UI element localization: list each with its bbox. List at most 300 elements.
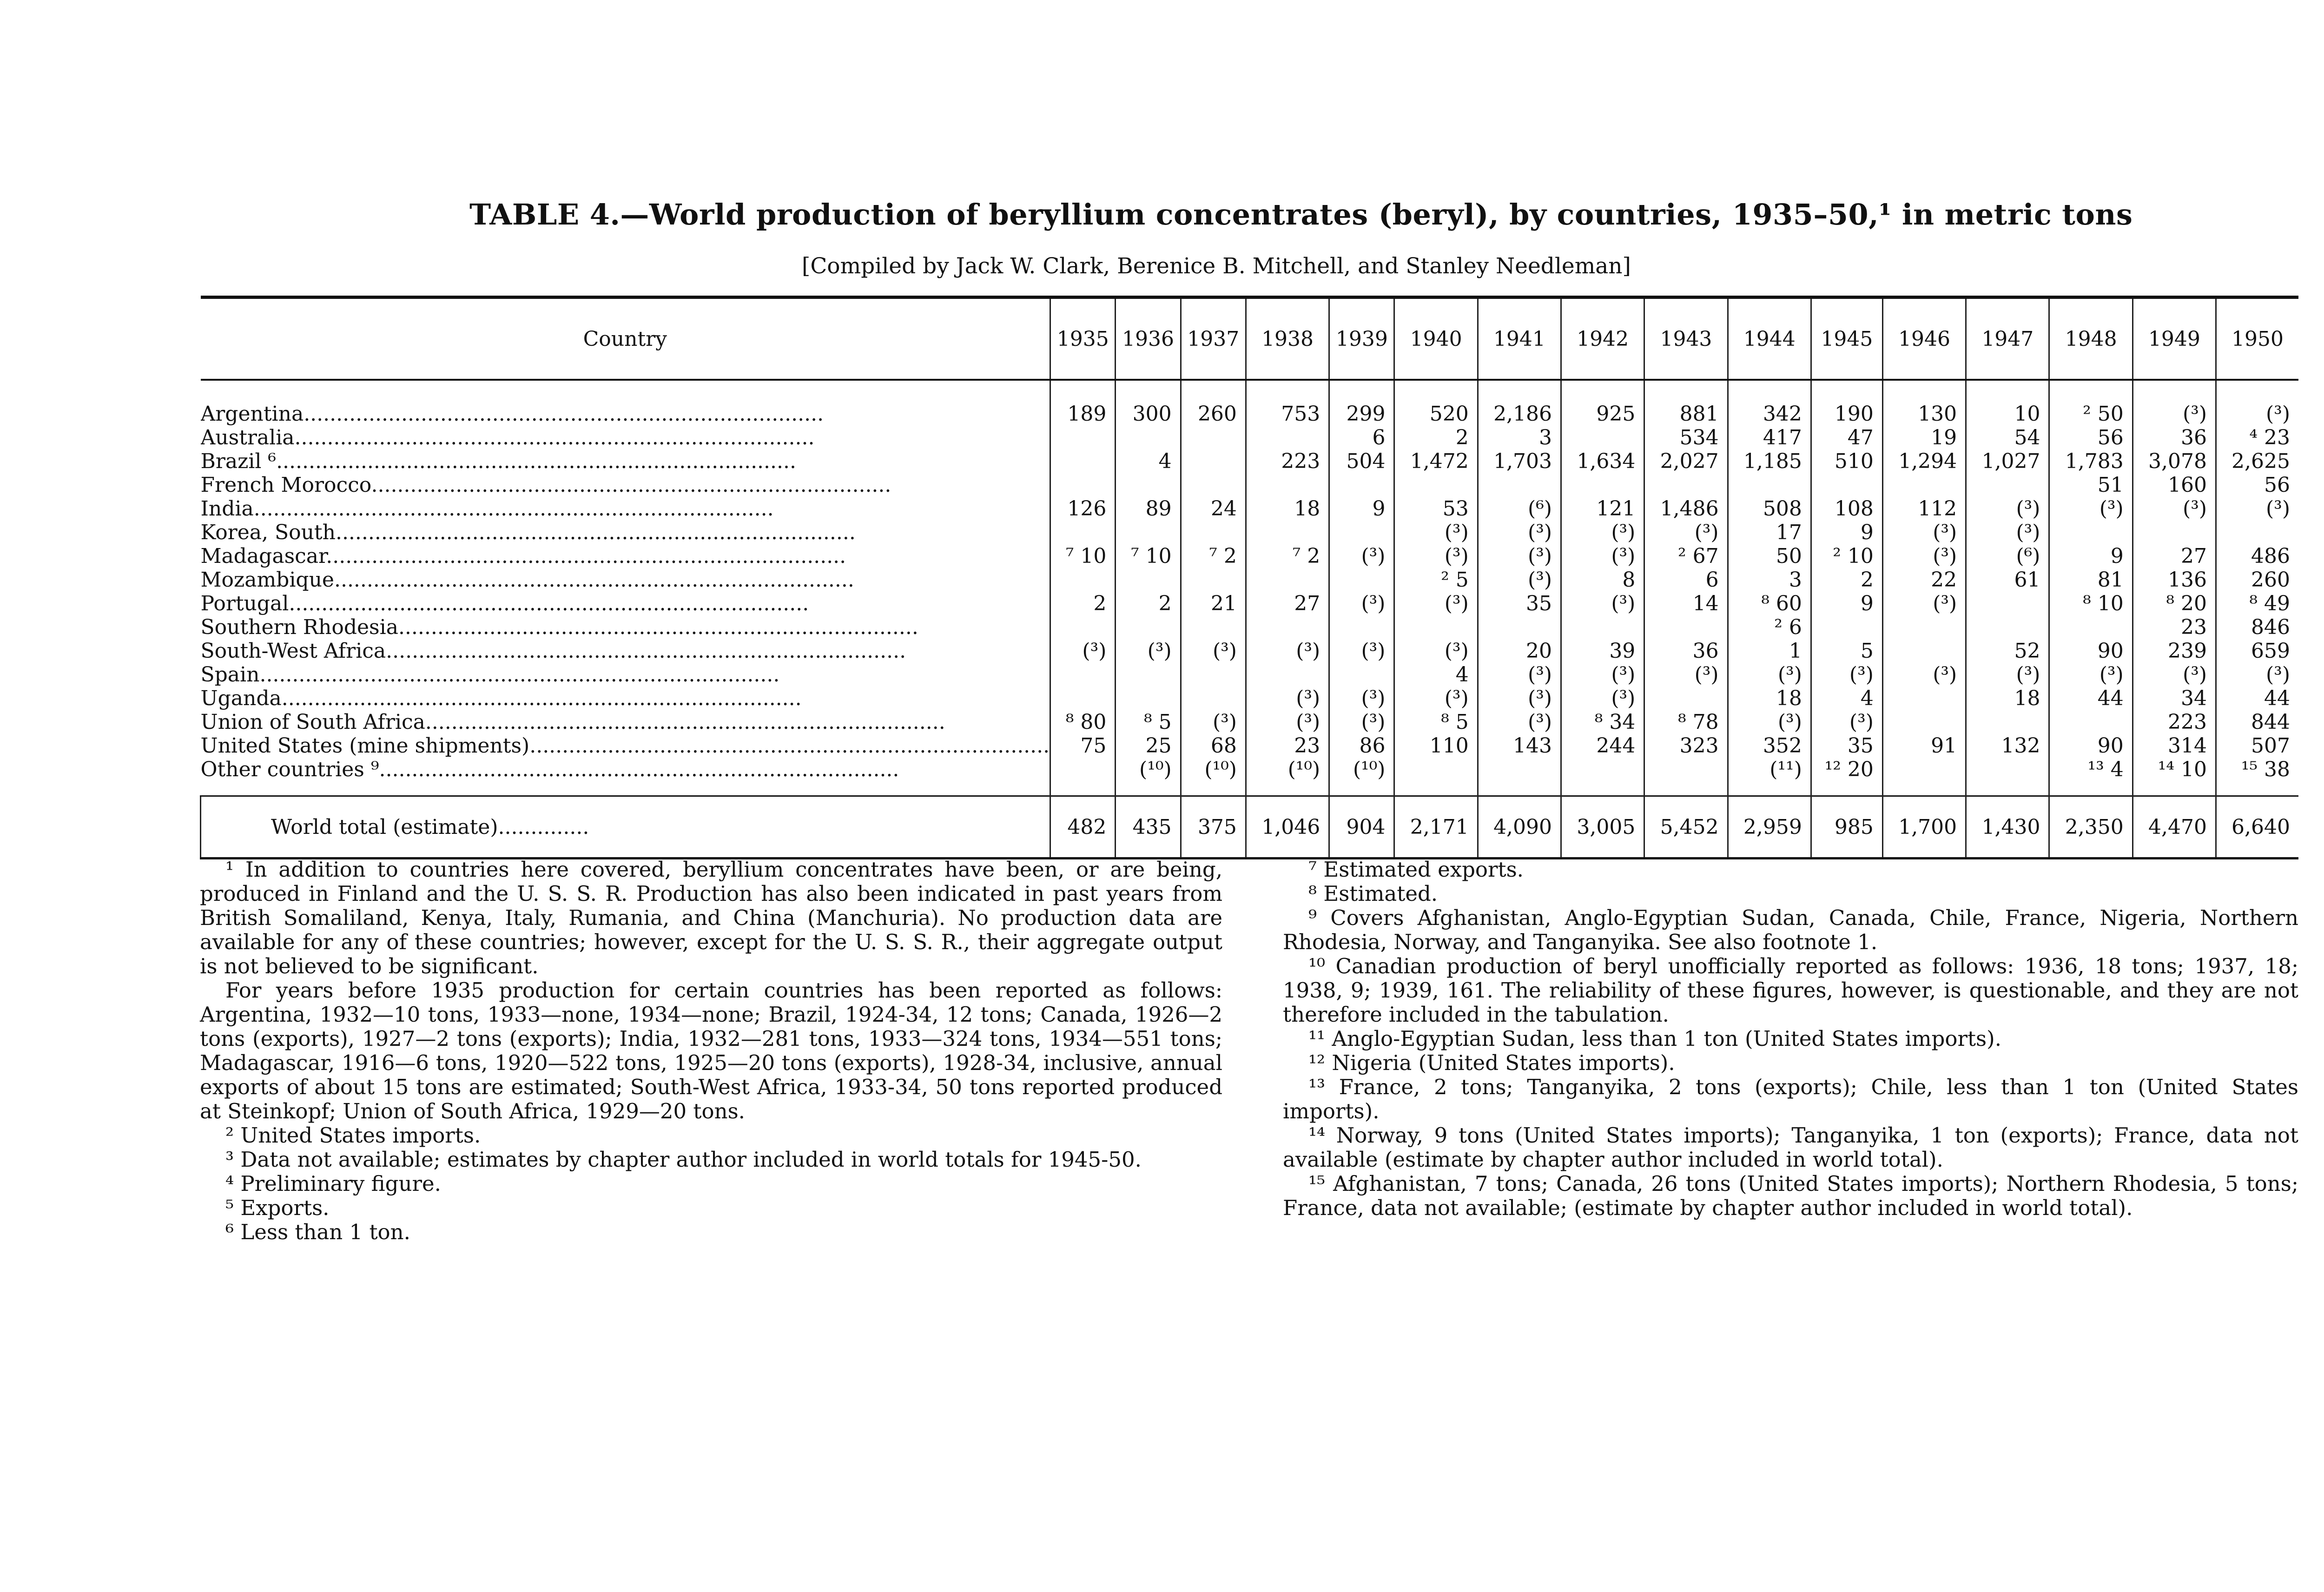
data-cell: 53 — [1442, 497, 1469, 521]
data-cell — [1116, 615, 1180, 639]
footnotes-right — [1283, 858, 2298, 1220]
data-cell: (³) — [1444, 639, 1469, 663]
data-cell — [1247, 473, 1328, 497]
data-cell: 342 — [1763, 402, 1802, 426]
country-name: Uganda................................................................................ — [200, 687, 802, 710]
data-cell: ⁸ 80 — [1065, 710, 1107, 734]
data-cell — [2133, 521, 2215, 544]
data-cell — [1051, 758, 1115, 781]
data-cell: 4 — [1860, 687, 1874, 710]
data-cell: 844 — [2251, 710, 2290, 734]
table-body-row — [201, 380, 2299, 796]
world-total-row — [201, 796, 2299, 859]
data-cell — [1116, 426, 1180, 449]
data-cell — [1182, 568, 1245, 592]
data-cell: 1,783 — [2065, 449, 2124, 473]
year-column — [1478, 380, 1561, 796]
data-cell: (³) — [1849, 710, 1874, 734]
data-cell: 2,027 — [1660, 449, 1719, 473]
data-cell: 143 — [1513, 734, 1552, 758]
world-total-label-text: World total (estimate) — [271, 815, 498, 839]
world-total-value: 375 — [1181, 796, 1246, 859]
data-cell: 189 — [1067, 402, 1107, 426]
data-cell: 18 — [1776, 687, 1802, 710]
country-name-text: Other countries ⁹ — [200, 758, 379, 781]
data-cell: (³) — [2183, 497, 2207, 521]
world-total-value: 435 — [1116, 796, 1181, 859]
data-cell: (³) — [1933, 521, 1957, 544]
data-cell: (³) — [1361, 544, 1386, 568]
data-cell: (³) — [2016, 521, 2040, 544]
data-cell: (³) — [2016, 497, 2040, 521]
data-cell: 510 — [1834, 449, 1874, 473]
data-cell — [1967, 592, 2048, 615]
data-cell: 1,472 — [1410, 449, 1469, 473]
data-cell: (³) — [2266, 663, 2290, 687]
data-cell: (³) — [2099, 497, 2124, 521]
data-cell: 6 — [1705, 568, 1719, 592]
data-cell: 299 — [1346, 402, 1386, 426]
data-cell: 8 — [1622, 568, 1636, 592]
data-cell: ⁸ 10 — [2083, 592, 2124, 615]
data-cell: ⁷ 2 — [1209, 544, 1237, 568]
year-column — [1050, 380, 1116, 796]
country-header: Country — [201, 297, 1050, 380]
data-cell: 2 — [1860, 568, 1874, 592]
data-cell: (³) — [1528, 687, 1552, 710]
data-cell — [1883, 758, 1965, 781]
data-cell — [1182, 663, 1245, 687]
data-cell: 1,294 — [1898, 449, 1957, 473]
data-cell: 126 — [1067, 497, 1107, 521]
data-cell: 5 — [1860, 639, 1874, 663]
data-cell: (¹⁰) — [1287, 758, 1320, 781]
data-cell: 86 — [1359, 734, 1386, 758]
data-cell: (³) — [1528, 663, 1552, 687]
year-column — [1394, 380, 1478, 796]
data-cell — [1116, 521, 1180, 544]
data-cell: 300 — [1132, 402, 1172, 426]
data-cell: 507 — [2251, 734, 2290, 758]
data-cell — [1967, 615, 2048, 639]
footnote: ¹⁴ Norway, 9 tons (United States imports); Tanganyika, 1 ton (exports); France, data not available (estimate by chapter author included in world total). — [1283, 1123, 2298, 1172]
data-cell: ² 5 — [1441, 568, 1469, 592]
data-cell: 9 — [2110, 544, 2124, 568]
country-name: United States (mine shipments)................................................................................ — [200, 734, 1050, 758]
data-cell — [1330, 473, 1393, 497]
data-cell: 223 — [1281, 449, 1320, 473]
data-cell — [1645, 615, 1727, 639]
data-cell: (³) — [1694, 663, 1719, 687]
data-cell: 108 — [1834, 497, 1874, 521]
data-cell: (³) — [1528, 710, 1552, 734]
data-cell: 14 — [1692, 592, 1719, 615]
country-name: India................................................................................ — [200, 497, 774, 521]
data-cell — [1479, 758, 1560, 781]
country-name: Australia................................................................................ — [200, 426, 815, 449]
data-cell: 520 — [1429, 402, 1469, 426]
data-cell — [1883, 615, 1965, 639]
data-cell: 22 — [1931, 568, 1957, 592]
data-cell: (⁶) — [1528, 497, 1552, 521]
world-total-value: 3,005 — [1561, 796, 1644, 859]
data-cell: 4 — [1455, 663, 1469, 687]
data-cell: (³) — [1147, 639, 1172, 663]
data-cell: 81 — [2097, 568, 2124, 592]
data-cell — [1182, 615, 1245, 639]
year-header: 1947 — [1966, 297, 2049, 380]
year-header: 1939 — [1329, 297, 1394, 380]
data-cell: (³) — [1933, 663, 1957, 687]
data-cell: 417 — [1763, 426, 1802, 449]
country-name: Mozambique................................................................................ — [200, 568, 854, 592]
data-cell: ¹³ 4 — [2087, 758, 2124, 781]
data-cell: (³) — [1296, 710, 1320, 734]
data-cell — [1562, 473, 1644, 497]
data-cell: ⁸ 5 — [1441, 710, 1469, 734]
footnote: ⁵ Exports. — [225, 1196, 330, 1220]
data-cell — [1247, 663, 1328, 687]
world-total-value: 1,046 — [1246, 796, 1329, 859]
data-cell: 90 — [2097, 639, 2124, 663]
data-cell: 244 — [1596, 734, 1636, 758]
data-cell: ⁷ 10 — [1065, 544, 1107, 568]
year-column — [2216, 380, 2298, 796]
year-column — [1728, 380, 1811, 796]
data-cell: (³) — [1611, 687, 1636, 710]
data-cell: 9 — [1372, 497, 1386, 521]
data-cell: ¹⁴ 10 — [2158, 758, 2207, 781]
footnote: ¹ In addition to countries here covered, beryllium concentrates have been, or are being, produced in Finland and the U. S. S. R. Production has also been indicated in past years from British Somaliland, Kenya, Italy, Rumania, and China (Manchuria). No production data are available for any of these countries; however, except for the U. S. S. R., their aggregate output is not believed to be significant. — [200, 857, 1222, 978]
data-cell: (³) — [1849, 663, 1874, 687]
data-cell: 2 — [1455, 426, 1469, 449]
footnote: For years before 1935 production for certain countries has been reported as follows: Argentina, 1932—10 tons, 1933—none, 1934—none; Brazil, 1924-34, 12 tons; Canada, 1926—2 tons (exports), 1927—2 tons (exports); India, 1932—281 tons, 1933—324 tons, 1934—551 tons; Madagascar, 1916—6 tons, 1920—522 tons, 1925—20 tons (exports), 1928-34, inclusive, annual exports of about 15 tons are estimated; South-West Africa, 1933-34, 50 tons reported produced at Steinkopf; Union of South Africa, 1929—20 tons. — [200, 978, 1222, 1123]
data-cell: (³) — [1933, 592, 1957, 615]
year-column — [2133, 380, 2216, 796]
country-name-text: Mozambique — [200, 568, 334, 592]
data-cell — [1967, 758, 2048, 781]
year-column — [1882, 380, 1966, 796]
world-total-value: 2,171 — [1394, 796, 1478, 859]
footnote: ¹¹ Anglo-Egyptian Sudan, less than 1 ton (United States imports). — [1308, 1026, 2001, 1051]
data-cell — [1051, 663, 1115, 687]
world-total-value: 904 — [1329, 796, 1394, 859]
year-header: 1946 — [1882, 297, 1966, 380]
data-cell: (³) — [1611, 544, 1636, 568]
data-cell: 223 — [2168, 710, 2207, 734]
data-cell: (³) — [2266, 497, 2290, 521]
data-cell: 1,027 — [1981, 449, 2040, 473]
data-cell: 3 — [1539, 426, 1552, 449]
data-cell — [1645, 473, 1727, 497]
data-cell: 27 — [2181, 544, 2207, 568]
year-column — [1644, 380, 1728, 796]
data-cell: (³) — [1933, 544, 1957, 568]
data-cell: 68 — [1210, 734, 1237, 758]
data-cell — [2050, 615, 2132, 639]
data-cell: (³) — [1528, 521, 1552, 544]
data-cell — [1395, 615, 1477, 639]
year-column — [1561, 380, 1644, 796]
world-total-value: 4,470 — [2133, 796, 2216, 859]
data-cell — [1182, 687, 1245, 710]
footnote: ⁸ Estimated. — [1308, 881, 1438, 906]
data-cell — [1051, 687, 1115, 710]
data-cell — [1247, 521, 1328, 544]
country-name-text: South-West Africa — [200, 639, 386, 663]
table-subtitle: [Compiled by Jack W. Clark, Berenice B. Mitchell, and Stanley Needleman] — [802, 253, 1631, 279]
data-cell: 35 — [1847, 734, 1874, 758]
data-cell: 44 — [2097, 687, 2124, 710]
data-cell: 24 — [1210, 497, 1237, 521]
data-cell: (³) — [2099, 663, 2124, 687]
data-cell — [1883, 473, 1965, 497]
data-cell — [1247, 426, 1328, 449]
year-header: 1945 — [1811, 297, 1882, 380]
data-cell — [2050, 710, 2132, 734]
footnote: ⁹ Covers Afghanistan, Anglo-Egyptian Sudan, Canada, Chile, France, Nigeria, Northern Rhodesia, Norway, and Tanganyika. See also footnote 1. — [1283, 905, 2298, 954]
data-cell: 21 — [1210, 592, 1237, 615]
data-cell — [1562, 426, 1644, 449]
data-cell: 3 — [1789, 568, 1802, 592]
world-total-value: 482 — [1050, 796, 1116, 859]
year-column — [1966, 380, 2049, 796]
data-cell: (³) — [1444, 521, 1469, 544]
data-cell: (³) — [1528, 544, 1552, 568]
country-name-text: Spain — [200, 663, 260, 687]
country-name: Madagascar................................................................................ — [200, 544, 846, 568]
data-cell — [1051, 568, 1115, 592]
data-cell — [1883, 710, 1965, 734]
data-cell: (¹¹) — [1769, 758, 1802, 781]
data-cell: ⁴ 23 — [2249, 426, 2290, 449]
data-cell: ¹⁵ 38 — [2241, 758, 2290, 781]
data-cell: 486 — [2251, 544, 2290, 568]
data-cell — [1182, 473, 1245, 497]
country-name: Southern Rhodesia................................................................................ — [200, 615, 918, 639]
year-column — [1811, 380, 1882, 796]
year-header: 1950 — [2216, 297, 2298, 380]
data-cell — [1182, 521, 1245, 544]
country-name: Argentina................................................................................ — [200, 402, 824, 426]
data-cell: 260 — [1197, 402, 1237, 426]
country-name: Spain................................................................................ — [200, 663, 780, 687]
data-cell: 23 — [1294, 734, 1320, 758]
data-cell: 112 — [1918, 497, 1957, 521]
data-cell — [1247, 615, 1328, 639]
data-cell — [1330, 663, 1393, 687]
data-cell: (³) — [2183, 663, 2207, 687]
footnote: ¹³ France, 2 tons; Tanganyika, 2 tons (exports); Chile, less than 1 ton (United States imports). — [1283, 1075, 2298, 1123]
data-cell — [1051, 473, 1115, 497]
data-cell: 132 — [2001, 734, 2040, 758]
year-header: 1941 — [1478, 297, 1561, 380]
data-cell: (³) — [2016, 663, 2040, 687]
country-name: South-West Africa................................................................................ — [200, 639, 906, 663]
data-cell — [1883, 639, 1965, 663]
data-cell: 323 — [1679, 734, 1719, 758]
year-header: 1937 — [1181, 297, 1246, 380]
data-cell — [1479, 615, 1560, 639]
world-total-value: 985 — [1811, 796, 1882, 859]
year-header: 1944 — [1728, 297, 1811, 380]
data-cell: ⁸ 20 — [2166, 592, 2207, 615]
data-cell: 190 — [1834, 402, 1874, 426]
data-cell: 18 — [1294, 497, 1320, 521]
data-cell — [1116, 687, 1180, 710]
data-cell: ⁸ 78 — [1677, 710, 1719, 734]
data-cell: 90 — [2097, 734, 2124, 758]
world-total-value: 2,959 — [1728, 796, 1811, 859]
data-cell: 659 — [2251, 639, 2290, 663]
data-cell: 56 — [2264, 473, 2290, 497]
footnote: ¹⁵ Afghanistan, 7 tons; Canada, 26 tons (United States imports); Northern Rhodesia, 5 tons; France, data not available; (estimate by chapter author included in world total). — [1283, 1171, 2298, 1220]
data-cell: (¹⁰) — [1353, 758, 1386, 781]
data-cell: 136 — [2168, 568, 2207, 592]
table-title: TABLE 4.—World production of beryllium concentrates (beryl), by countries, 1935–50,¹ in metric tons — [469, 198, 2133, 231]
data-cell: 130 — [1918, 402, 1957, 426]
data-cell: 314 — [2168, 734, 2207, 758]
country-name-text: Uganda — [200, 687, 282, 710]
data-cell: 54 — [2014, 426, 2040, 449]
data-cell: ⁸ 5 — [1144, 710, 1172, 734]
data-cell: 10 — [2014, 402, 2040, 426]
data-cell: (⁶) — [2016, 544, 2040, 568]
year-header: 1943 — [1644, 297, 1728, 380]
country-name-text: Korea, South — [200, 521, 336, 544]
footnote: ⁴ Preliminary figure. — [225, 1171, 441, 1196]
data-cell: 121 — [1596, 497, 1636, 521]
data-cell: ² 10 — [1833, 544, 1874, 568]
footnote: ⁷ Estimated exports. — [1308, 857, 1524, 882]
data-cell: 34 — [2181, 687, 2207, 710]
production-table — [200, 296, 2298, 859]
country-name-text: Brazil ⁶ — [200, 449, 277, 473]
year-header: 1938 — [1246, 297, 1329, 380]
data-cell: 18 — [2014, 687, 2040, 710]
year-column — [1116, 380, 1181, 796]
country-name-text: Australia — [200, 426, 295, 449]
data-cell: 56 — [2097, 426, 2124, 449]
year-header: 1936 — [1116, 297, 1181, 380]
country-name: Korea, South................................................................................ — [200, 521, 856, 544]
data-cell: 6 — [1372, 426, 1386, 449]
data-cell: 260 — [2251, 568, 2290, 592]
data-cell — [1247, 568, 1328, 592]
data-cell: ⁸ 49 — [2249, 592, 2290, 615]
data-cell — [1051, 521, 1115, 544]
data-cell: (³) — [1212, 639, 1237, 663]
year-header: 1942 — [1561, 297, 1644, 380]
footnotes-left — [200, 858, 1222, 1244]
data-cell: ² 6 — [1774, 615, 1802, 639]
year-column — [1246, 380, 1329, 796]
data-cell — [1182, 449, 1245, 473]
data-cell: (³) — [1361, 592, 1386, 615]
data-cell: 36 — [1692, 639, 1719, 663]
year-header: 1935 — [1050, 297, 1116, 380]
data-cell: 91 — [1931, 734, 1957, 758]
country-name: French Morocco................................................................................ — [200, 473, 891, 497]
data-cell: ² 50 — [2083, 402, 2124, 426]
data-cell: 35 — [1526, 592, 1552, 615]
data-cell: 160 — [2168, 473, 2207, 497]
data-cell: (³) — [1361, 710, 1386, 734]
data-cell: 534 — [1679, 426, 1719, 449]
data-cell: 1,703 — [1493, 449, 1552, 473]
year-column — [1329, 380, 1394, 796]
data-cell — [1330, 568, 1393, 592]
world-total-value: 4,090 — [1478, 796, 1561, 859]
data-cell: 925 — [1596, 402, 1636, 426]
data-cell: (³) — [1611, 521, 1636, 544]
country-name-text: French Morocco — [200, 473, 371, 497]
data-cell: (³) — [1296, 687, 1320, 710]
data-cell: 2,625 — [2232, 449, 2290, 473]
data-cell: 2 — [1158, 592, 1172, 615]
data-cell: (³) — [1212, 710, 1237, 734]
year-header: 1948 — [2049, 297, 2133, 380]
data-cell: (³) — [2183, 402, 2207, 426]
data-cell: (³) — [1777, 710, 1802, 734]
world-total-value: 6,640 — [2216, 796, 2298, 859]
data-cell: ⁷ 2 — [1292, 544, 1320, 568]
country-name-text: Southern Rhodesia — [200, 615, 398, 639]
data-cell: 51 — [2097, 473, 2124, 497]
country-name-text: Portugal — [200, 592, 289, 615]
world-total-value: 5,452 — [1644, 796, 1728, 859]
data-cell: 9 — [1860, 592, 1874, 615]
data-cell: 52 — [2014, 639, 2040, 663]
data-cell: 39 — [1609, 639, 1636, 663]
data-cell: 25 — [1145, 734, 1172, 758]
footnote: ¹² Nigeria (United States imports). — [1308, 1050, 1675, 1075]
data-cell: 1,185 — [1743, 449, 1802, 473]
data-cell — [1051, 449, 1115, 473]
data-cell — [1562, 615, 1644, 639]
footnote: ³ Data not available; estimates by chapter author included in world totals for 1945-50. — [225, 1147, 1142, 1172]
data-cell — [1967, 710, 2048, 734]
data-cell: (³) — [2266, 402, 2290, 426]
data-cell — [1330, 615, 1393, 639]
footnote: ⁶ Less than 1 ton. — [225, 1220, 410, 1244]
data-cell: 61 — [2014, 568, 2040, 592]
country-name: Other countries ⁹................................................................................ — [200, 758, 899, 781]
data-cell: (³) — [1082, 639, 1107, 663]
data-cell: 89 — [1145, 497, 1172, 521]
data-cell — [1395, 758, 1477, 781]
data-cell: (³) — [1611, 592, 1636, 615]
data-cell — [1812, 473, 1882, 497]
data-cell — [1812, 615, 1882, 639]
data-cell: (³) — [1444, 592, 1469, 615]
country-name-text: United States (mine shipments) — [200, 734, 530, 758]
data-cell — [1116, 568, 1180, 592]
data-cell: 881 — [1679, 402, 1719, 426]
data-cell: 4 — [1158, 449, 1172, 473]
data-cell: 20 — [1526, 639, 1552, 663]
data-cell: ⁸ 60 — [1761, 592, 1802, 615]
country-name: Brazil ⁶................................................................................ — [200, 449, 796, 473]
data-cell: 44 — [2264, 687, 2290, 710]
data-cell: 17 — [1776, 521, 1802, 544]
footnote: ² United States imports. — [225, 1123, 481, 1148]
data-cell: 239 — [2168, 639, 2207, 663]
country-name: Portugal................................................................................ — [200, 592, 809, 615]
data-cell: 3,078 — [2148, 449, 2207, 473]
year-column — [1181, 380, 1246, 796]
data-cell: (¹⁰) — [1204, 758, 1237, 781]
